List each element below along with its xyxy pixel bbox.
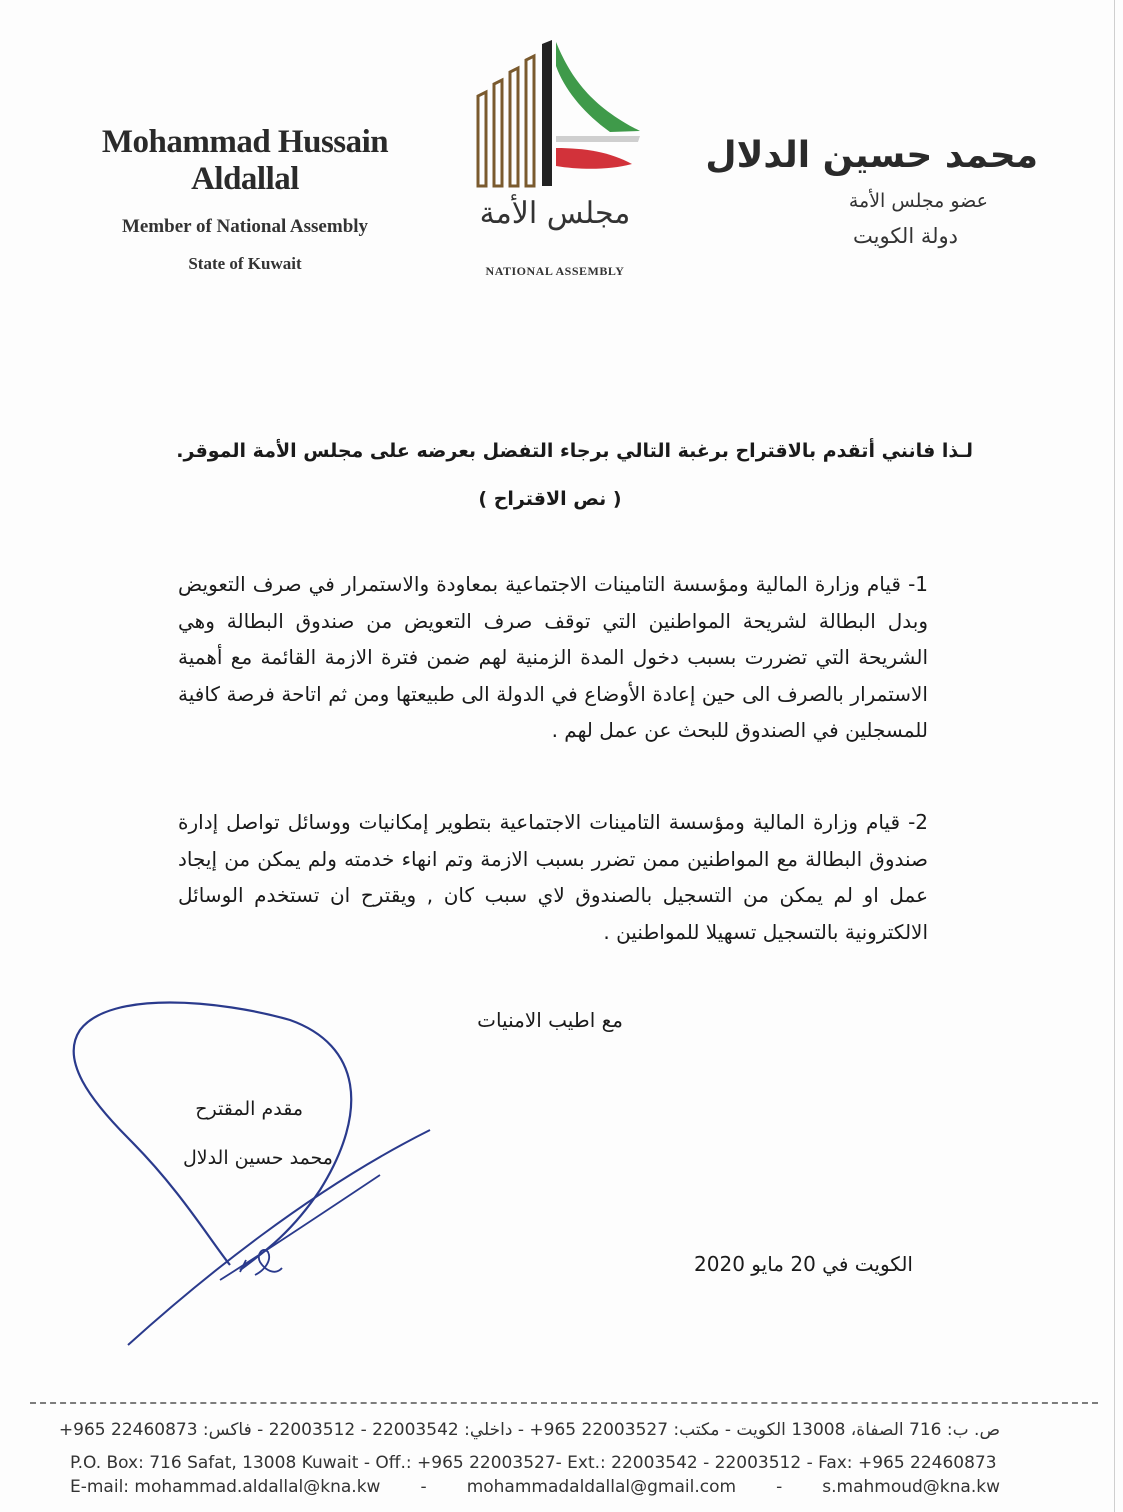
footer-emails (70, 1477, 1000, 1497)
member-name-en: Mohammad Hussain Aldallal (101, 124, 389, 197)
handwritten-signature (60, 990, 460, 1380)
email-official[interactable]: E-mail: mohammad.aldallal@kna.kw (70, 1477, 381, 1497)
logo-arabic-text: مجلس الأمة (479, 196, 631, 231)
footer-divider (30, 1402, 1098, 1404)
email-separator: - (420, 1477, 427, 1497)
header-english (60, 124, 430, 274)
page-edge (1114, 0, 1115, 1512)
proposal-heading: ( نص الاقتراح ) (478, 488, 622, 510)
item-text: قيام وزارة المالية ومؤسسة التامينات الاجتماعية بتطوير إمكانيات ووسائل تواصل إدارة صندوق البطالة مع المواطنين ممن تضرر بسبب الازمة وتم انهاء خدمته ولم يمكن من إيجاد عمل او لم يمكن من التسجيل بالصندوق لاي سبب كان , ويقترح ان تستخدم الوسائل الالكترونية بالتسجيل تسهيلا للمواطنين . (178, 810, 928, 944)
proposer-name: محمد حسين الدلال (182, 1147, 333, 1169)
member-state-en: State of Kuwait (188, 254, 302, 273)
footer-address-ar: ص. ب: 716 الصفاة، 13008 الكويت - مكتب: 22003527 965+ - داخلي: 22003542 - 22003512 - فاكس: 22460873 965+ (58, 1420, 1000, 1440)
item-number: 2- (908, 810, 929, 834)
member-name-ar: محمد حسين الدلال (705, 135, 1038, 176)
email-personal[interactable]: mohammadaldallal@gmail.com (466, 1477, 737, 1497)
logo-english-text: NATIONAL ASSEMBLY (485, 264, 625, 278)
item-number: 1- (908, 572, 929, 596)
date-line: الكويت في 20 مايو 2020 (694, 1252, 913, 1276)
item-text: قيام وزارة المالية ومؤسسة التامينات الاجتماعية بمعاودة والاستمرار في صرف التعويض وبدل البطالة لشريحة المواطنين التي توقف صرف التعويض من صندوق البطالة وهي الشريحة التي تضررت بسبب دخول المدة الزمنية لهم ضمن فترة الازمة القائمة مع أهمية الاستمرار بالصرف الى حين إعادة الأوضاع في الدولة الى طبيعتها ومن ثم اتاحة فرصة كافية للمسجلين في الصندوق للبحث عن عمل لهم . (178, 572, 928, 742)
member-role-en: Member of National Assembly (121, 216, 369, 237)
intro-line: لـذا فانني أتقدم بالاقتراح برغبة التالي برجاء التفضل بعرضه على مجلس الأمة الموقر. (176, 440, 973, 462)
member-state-ar: دولة الكويت (853, 224, 958, 248)
header-arabic (698, 135, 1038, 248)
email-office[interactable]: s.mahmoud@kna.kw (822, 1477, 1000, 1497)
member-role-ar: عضو مجلس الأمة (848, 190, 988, 212)
proposer-label: مقدم المقترح (195, 1098, 303, 1120)
proposal-item-1 (178, 566, 928, 749)
national-assembly-logo (460, 36, 650, 278)
footer-address-en: P.O. Box: 716 Safat, 13008 Kuwait - Off.: +965 22003527- Ext.: 22003542 - 22003512 - Fax: +965 22460873 (70, 1453, 997, 1473)
proposal-item-2 (178, 804, 928, 950)
assembly-emblem-icon (460, 36, 650, 196)
email-separator: - (776, 1477, 783, 1497)
closing-line: مع اطيب الامنيات (477, 1008, 623, 1032)
